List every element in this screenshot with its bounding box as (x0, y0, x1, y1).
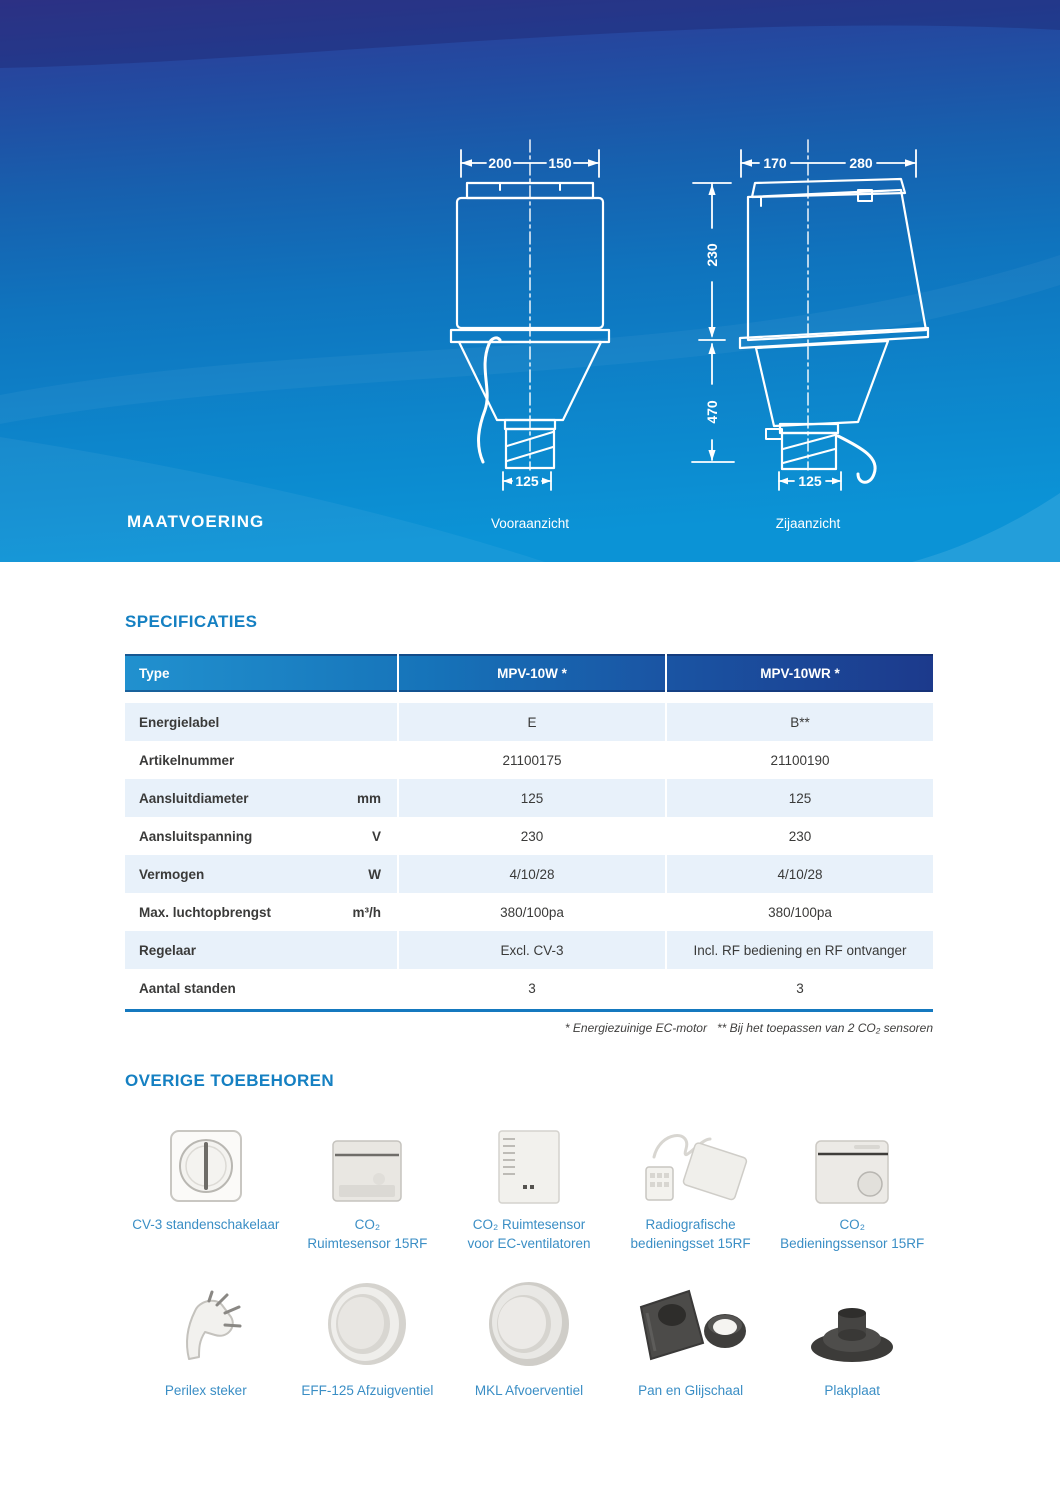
page-content (125, 612, 933, 1400)
plug-icon (165, 1279, 247, 1367)
accessory-item (771, 1117, 933, 1253)
co2-sensor-icon (331, 1117, 403, 1205)
spec-value: 380/100pa (397, 893, 665, 931)
spec-value: Incl. RF bediening en RF ontvanger (665, 931, 933, 969)
table-footnote: * Energiezuinige EC-motor ** Bij het toepassen van 2 CO₂ sensoren (564, 1021, 933, 1035)
spec-value: 21100190 (665, 741, 933, 779)
accessory-item (287, 1117, 449, 1253)
accessory-item (610, 1279, 772, 1400)
accessory-label: CO₂ Ruimtesensor voor EC-ventilatoren (467, 1217, 591, 1251)
dimension-drawing (0, 0, 1060, 562)
spec-value: B** (665, 703, 933, 741)
accessory-item (448, 1117, 610, 1253)
spec-unit: mm (356, 790, 381, 806)
exhaust-valve-icon (324, 1279, 410, 1367)
accessory-item (125, 1117, 287, 1253)
table-row (125, 741, 933, 779)
wall-sensor-icon (497, 1117, 561, 1205)
specifications-table (125, 654, 933, 1012)
rotary-switch-icon (167, 1117, 245, 1205)
dim-side-left: 170 (763, 155, 787, 171)
spec-unit: W (368, 866, 381, 882)
roof-tile-icon (629, 1279, 753, 1367)
spec-label: Aansluitspanning (139, 828, 253, 844)
side-view-caption: Zijaanzicht (775, 516, 841, 531)
spec-value: E (397, 703, 665, 741)
spec-label: Aansluitdiameter (139, 790, 249, 806)
table-row (125, 893, 933, 931)
spec-label: Max. luchtopbrengst (139, 904, 272, 920)
accessories-row-2 (125, 1279, 933, 1400)
dim-front-duct: 125 (515, 473, 539, 489)
flange-icon (803, 1279, 901, 1367)
accessory-label: CO₂ Ruimtesensor 15RF (307, 1217, 428, 1251)
spec-value: 230 (397, 817, 665, 855)
table-body (125, 703, 933, 1007)
column-header-mpv10w: MPV-10W * (397, 654, 665, 692)
table-row (125, 703, 933, 741)
spec-value: 4/10/28 (397, 855, 665, 893)
dim-front-left: 200 (488, 155, 512, 171)
accessory-item (771, 1279, 933, 1400)
spec-value: 230 (665, 817, 933, 855)
table-row (125, 931, 933, 969)
dim-side-height-bottom: 470 (704, 400, 720, 424)
accessory-label: Radiografische bedieningsset 15RF (630, 1217, 751, 1251)
spec-label: Regelaar (139, 942, 197, 958)
co2-control-sensor-icon (814, 1117, 890, 1205)
accessory-label: Perilex steker (164, 1383, 247, 1398)
section-title-overige-toebehoren: OVERIGE TOEBEHOREN (125, 1071, 335, 1090)
spec-label: Artikelnummer (139, 752, 235, 768)
table-row (125, 817, 933, 855)
spec-value: 21100175 (397, 741, 665, 779)
accessory-label: Plakplaat (824, 1383, 880, 1398)
spec-label: Vermogen (139, 866, 205, 882)
spec-value: 125 (665, 779, 933, 817)
spec-unit: V (371, 828, 381, 844)
column-header-mpv10wr: MPV-10WR * (665, 654, 933, 692)
accessory-label: CV-3 standenschakelaar (132, 1217, 280, 1232)
maatvoering-section (0, 0, 1060, 562)
table-header-row (125, 654, 933, 692)
accessory-item (125, 1279, 287, 1400)
accessory-item (448, 1279, 610, 1400)
spec-label: Energielabel (139, 714, 220, 730)
section-title-specificaties: SPECIFICATIES (125, 612, 258, 631)
spec-value: 380/100pa (665, 893, 933, 931)
column-header-type: Type (139, 665, 170, 681)
table-row (125, 855, 933, 893)
spec-value: 3 (397, 969, 665, 1007)
table-row (125, 969, 933, 1007)
spec-unit: m³/h (352, 904, 381, 920)
dim-side-height-top: 230 (704, 243, 720, 267)
accessories-row-1 (125, 1117, 933, 1253)
spec-value: 4/10/28 (665, 855, 933, 893)
accessory-item (287, 1279, 449, 1400)
spec-value: Excl. CV-3 (397, 931, 665, 969)
dim-front-right: 150 (548, 155, 572, 171)
accessory-label: Pan en Glijschaal (638, 1383, 744, 1398)
spec-value: 3 (665, 969, 933, 1007)
accessory-label: CO₂ Bedieningssensor 15RF (780, 1217, 925, 1251)
table-bottom-rule (125, 1009, 933, 1012)
spec-label: Aantal standen (139, 980, 236, 996)
remote-set-icon (630, 1117, 752, 1205)
table-row (125, 779, 933, 817)
vent-valve-icon (486, 1279, 572, 1367)
section-title-maatvoering: MAATVOERING (127, 512, 265, 531)
dim-side-right: 280 (849, 155, 873, 171)
front-view-caption: Vooraanzicht (490, 516, 570, 531)
accessory-label: MKL Afvoerventiel (474, 1383, 584, 1398)
dim-side-duct: 125 (798, 473, 822, 489)
spec-value: 125 (397, 779, 665, 817)
accessory-item (610, 1117, 772, 1253)
accessory-label: EFF-125 Afzuigventiel (301, 1383, 434, 1398)
